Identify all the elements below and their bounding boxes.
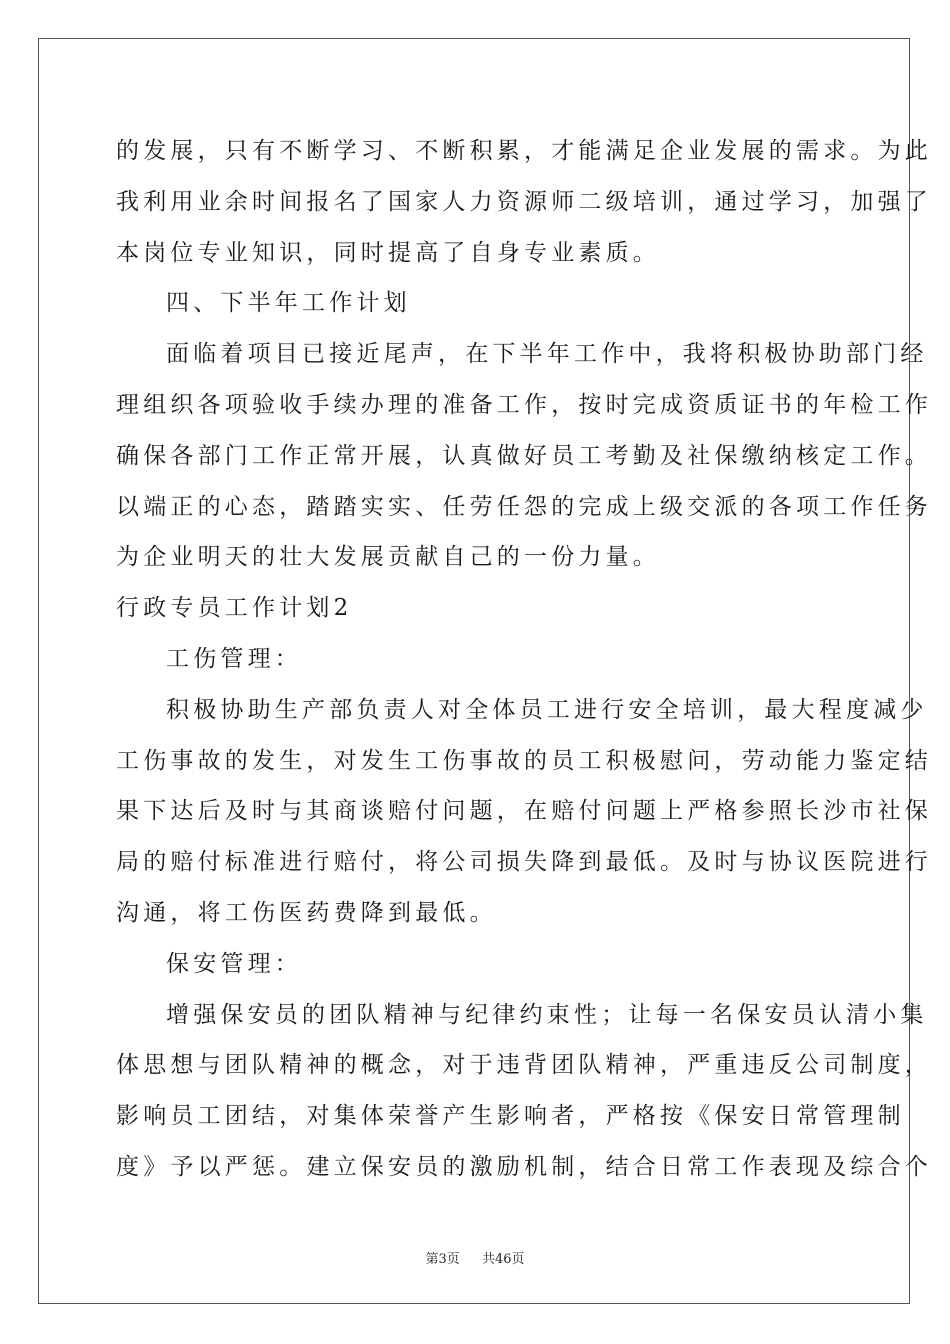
text-line: 工伤事故的发生，对发生工伤事故的员工积极慰问，劳动能力鉴定结 [116, 747, 932, 774]
page-number: 第3页 [425, 1252, 460, 1267]
text-line: 工伤管理： [166, 645, 302, 672]
text-line: 果下达后及时与其商谈赔付问题，在赔付问题上严格参照长沙市社保 [116, 798, 932, 825]
text-line: 我利用业余时间报名了国家人力资源师二级培训，通过学习，加强了 [116, 188, 932, 215]
text-line: 保安管理： [166, 950, 302, 977]
text-line: 影响员工团结，对集体荣誉产生影响者，严格按《保安日常管理制 [116, 1103, 905, 1130]
text-line: 为企业明天的壮大发展贡献自己的一份力量。 [116, 544, 660, 571]
page-footer [0, 1248, 950, 1267]
text-line: 的发展，只有不断学习、不断积累，才能满足企业发展的需求。为此 [116, 138, 932, 164]
text-line: 以端正的心态，踏踏实实、任劳任怨的完成上级交派的各项工作任务 [116, 493, 932, 520]
text-line: 本岗位专业知识，同时提高了自身专业素质。 [116, 239, 660, 266]
text-line: 行政专员工作计划2 [116, 595, 353, 622]
text-line: 积极协助生产部负责人对全体员工进行安全培训，最大程度减少 [166, 696, 928, 723]
text-line: 局的赔付标准进行赔付，将公司损失降到最低。及时与协议医院进行 [116, 849, 932, 876]
text-line: 度》予以严惩。建立保安员的激励机制，结合日常工作表现及综合个 [116, 1153, 932, 1180]
text-line: 理组织各项验收手续办理的准备工作，按时完成资质证书的年检工作 [116, 391, 932, 418]
total-pages: 共46页 [482, 1252, 525, 1267]
text-line: 沟通，将工伤医药费降到最低。 [116, 899, 497, 926]
text-line: 体思想与团队精神的概念，对于违背团队精神，严重违反公司制度， [116, 1052, 932, 1079]
text-line: 增强保安员的团队精神与纪律约束性；让每一名保安员认清小集 [166, 1001, 928, 1028]
text-line: 四、下半年工作计划 [166, 290, 411, 317]
text-line: 面临着项目已接近尾声，在下半年工作中，我将积极协助部门经 [166, 341, 928, 368]
text-line: 确保各部门工作正常开展，认真做好员工考勤及社保缴纳核定工作。 [116, 442, 932, 469]
document-body [116, 126, 932, 1193]
